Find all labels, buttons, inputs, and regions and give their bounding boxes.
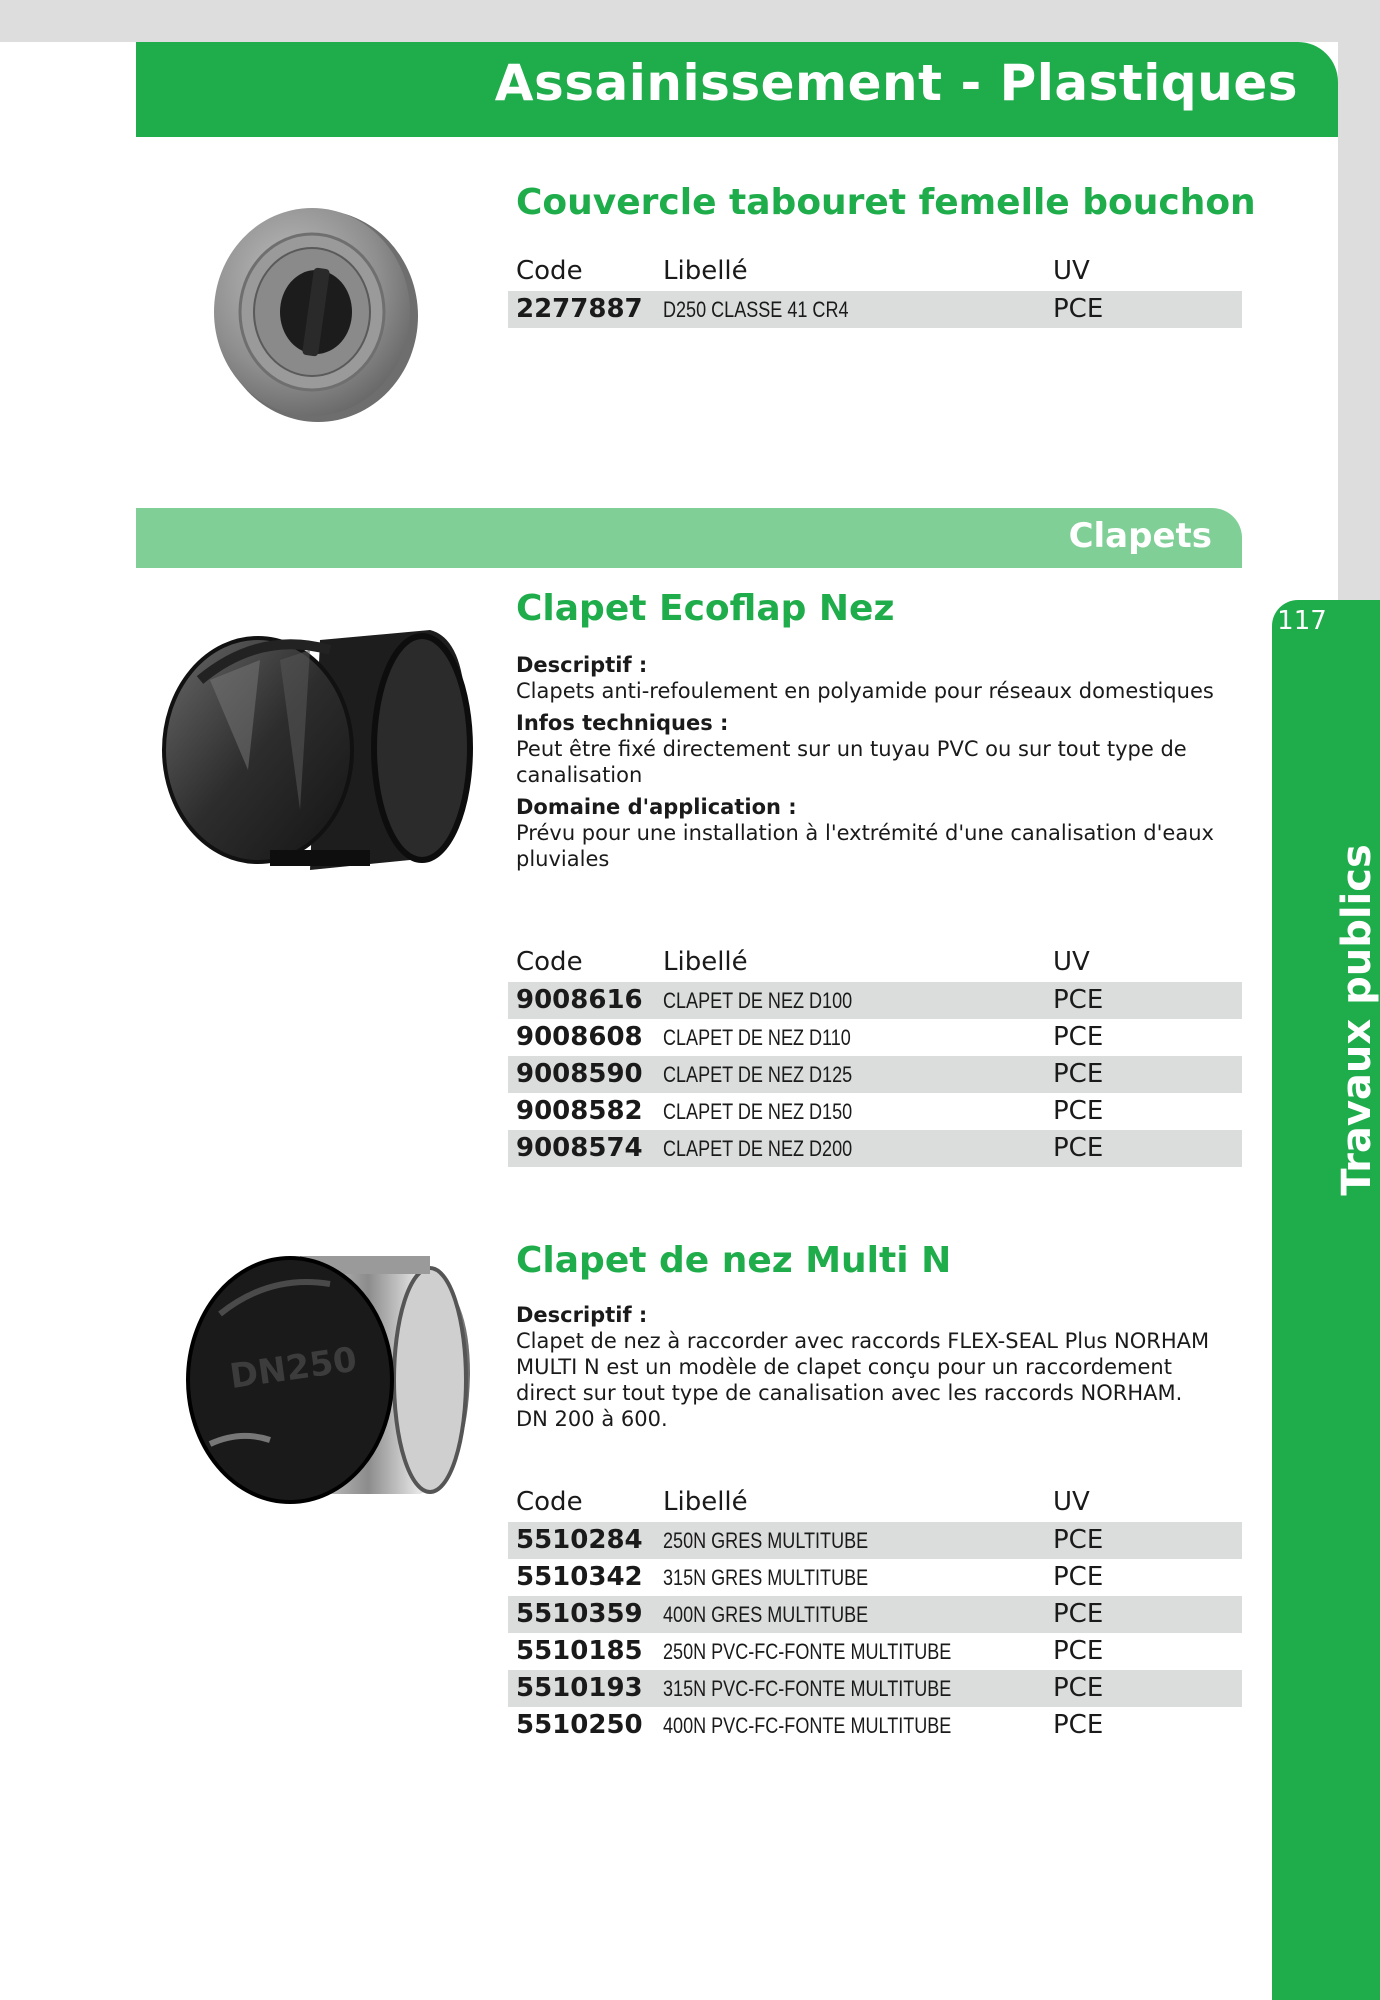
table-row — [508, 1596, 1242, 1633]
right-margin — [1338, 0, 1380, 600]
desc-text: Prévu pour une installation à l'extrémité d'une canalisation d'eaux pluviales — [516, 821, 1214, 871]
col-code-header: Code — [516, 1487, 583, 1517]
cell-libelle: 315N PVC-FC-FONTE MULTITUBE — [663, 1676, 952, 1701]
cell-code: 9008616 — [516, 985, 643, 1015]
header-bar — [136, 42, 1338, 137]
cell-code: 9008582 — [516, 1096, 643, 1126]
desc-text: Clapet de nez à raccorder avec raccords FLEX-SEAL Plus NORHAM — [516, 1329, 1210, 1353]
page-title: Assainissement - Plastiques — [494, 54, 1298, 112]
cell-uv: PCE — [1053, 1133, 1104, 1163]
col-code-header: Code — [516, 947, 583, 977]
cell-uv: PCE — [1053, 294, 1104, 324]
table-header — [508, 1485, 1242, 1522]
cell-libelle: D250 CLASSE 41 CR4 — [663, 297, 849, 322]
desc-text: MULTI N est un modèle de clapet conçu pour un raccordement direct sur tout type de canalisation avec les raccords NORHAM. — [516, 1355, 1183, 1405]
cell-uv: PCE — [1053, 1562, 1104, 1592]
desc-label: Infos techniques : — [516, 711, 729, 735]
table-row — [508, 1670, 1242, 1707]
table-row — [508, 1559, 1242, 1596]
table-row — [508, 1019, 1242, 1056]
table-row — [508, 1707, 1242, 1744]
cover-image — [208, 200, 424, 428]
cell-code: 2277887 — [516, 294, 643, 324]
cell-libelle: CLAPET DE NEZ D110 — [663, 1025, 851, 1050]
product-description — [516, 1302, 1236, 1432]
desc-text: Clapets anti-refoulement en polyamide pour réseaux domestiques — [516, 679, 1214, 703]
cell-code: 5510342 — [516, 1562, 643, 1592]
cell-uv: PCE — [1053, 1710, 1104, 1740]
cell-libelle: 400N GRES MULTITUBE — [663, 1602, 869, 1627]
cell-code: 5510193 — [516, 1673, 643, 1703]
cell-libelle: CLAPET DE NEZ D150 — [663, 1099, 853, 1124]
cell-uv: PCE — [1053, 985, 1104, 1015]
top-margin — [0, 0, 1380, 42]
image-label: DN250 — [227, 1339, 360, 1397]
table-header — [508, 945, 1242, 982]
section-bar — [136, 508, 1242, 568]
section-label: Clapets — [1068, 516, 1212, 556]
desc-text: Peut être fixé directement sur un tuyau PVC ou sur tout type de canalisation — [516, 737, 1187, 787]
cell-libelle: CLAPET DE NEZ D200 — [663, 1136, 853, 1161]
table-row — [508, 1522, 1242, 1559]
cell-libelle: CLAPET DE NEZ D125 — [663, 1062, 853, 1087]
cell-code: 9008608 — [516, 1022, 643, 1052]
table-row — [508, 1130, 1242, 1167]
cell-libelle: 400N PVC-FC-FONTE MULTITUBE — [663, 1713, 952, 1738]
cell-code: 9008590 — [516, 1059, 643, 1089]
cell-uv: PCE — [1053, 1673, 1104, 1703]
product-table — [508, 254, 1242, 328]
desc-label: Domaine d'application : — [516, 795, 797, 819]
col-uv-header: UV — [1053, 947, 1090, 977]
cell-uv: PCE — [1053, 1022, 1104, 1052]
ecoflap-image — [160, 620, 480, 882]
table-row — [508, 291, 1242, 328]
cell-uv: PCE — [1053, 1059, 1104, 1089]
product-title: Clapet de nez Multi N — [516, 1240, 952, 1281]
desc-text: DN 200 à 600. — [516, 1407, 668, 1431]
col-libelle-header: Libellé — [663, 947, 748, 977]
table-row — [508, 1093, 1242, 1130]
side-label: Travaux publics — [1334, 844, 1380, 1196]
cell-libelle: CLAPET DE NEZ D100 — [663, 988, 853, 1013]
product-title: Clapet Ecoflap Nez — [516, 588, 895, 629]
cell-code: 9008574 — [516, 1133, 643, 1163]
col-code-header: Code — [516, 256, 583, 286]
cell-uv: PCE — [1053, 1599, 1104, 1629]
cell-uv: PCE — [1053, 1096, 1104, 1126]
product-table — [508, 1485, 1242, 1744]
product-description — [516, 652, 1236, 872]
cell-code: 5510250 — [516, 1710, 643, 1740]
cell-libelle: 250N GRES MULTITUBE — [663, 1528, 869, 1553]
col-uv-header: UV — [1053, 1487, 1090, 1517]
cell-uv: PCE — [1053, 1636, 1104, 1666]
cell-libelle: 250N PVC-FC-FONTE MULTITUBE — [663, 1639, 952, 1664]
col-uv-header: UV — [1053, 256, 1090, 286]
col-libelle-header: Libellé — [663, 1487, 748, 1517]
cell-code: 5510359 — [516, 1599, 643, 1629]
table-header — [508, 254, 1242, 291]
cell-code: 5510284 — [516, 1525, 643, 1555]
table-row — [508, 1056, 1242, 1093]
product-table — [508, 945, 1242, 1167]
product-title: Couvercle tabouret femelle bouchon — [516, 182, 1256, 223]
desc-label: Descriptif : — [516, 1303, 648, 1327]
multi-n-image — [180, 1244, 480, 1524]
desc-label: Descriptif : — [516, 653, 648, 677]
cell-libelle: 315N GRES MULTITUBE — [663, 1565, 869, 1590]
cell-code: 5510185 — [516, 1636, 643, 1666]
table-row — [508, 982, 1242, 1019]
page-number: 117 — [1277, 606, 1327, 636]
cell-uv: PCE — [1053, 1525, 1104, 1555]
side-tab — [1272, 600, 1380, 2000]
col-libelle-header: Libellé — [663, 256, 748, 286]
table-row — [508, 1633, 1242, 1670]
